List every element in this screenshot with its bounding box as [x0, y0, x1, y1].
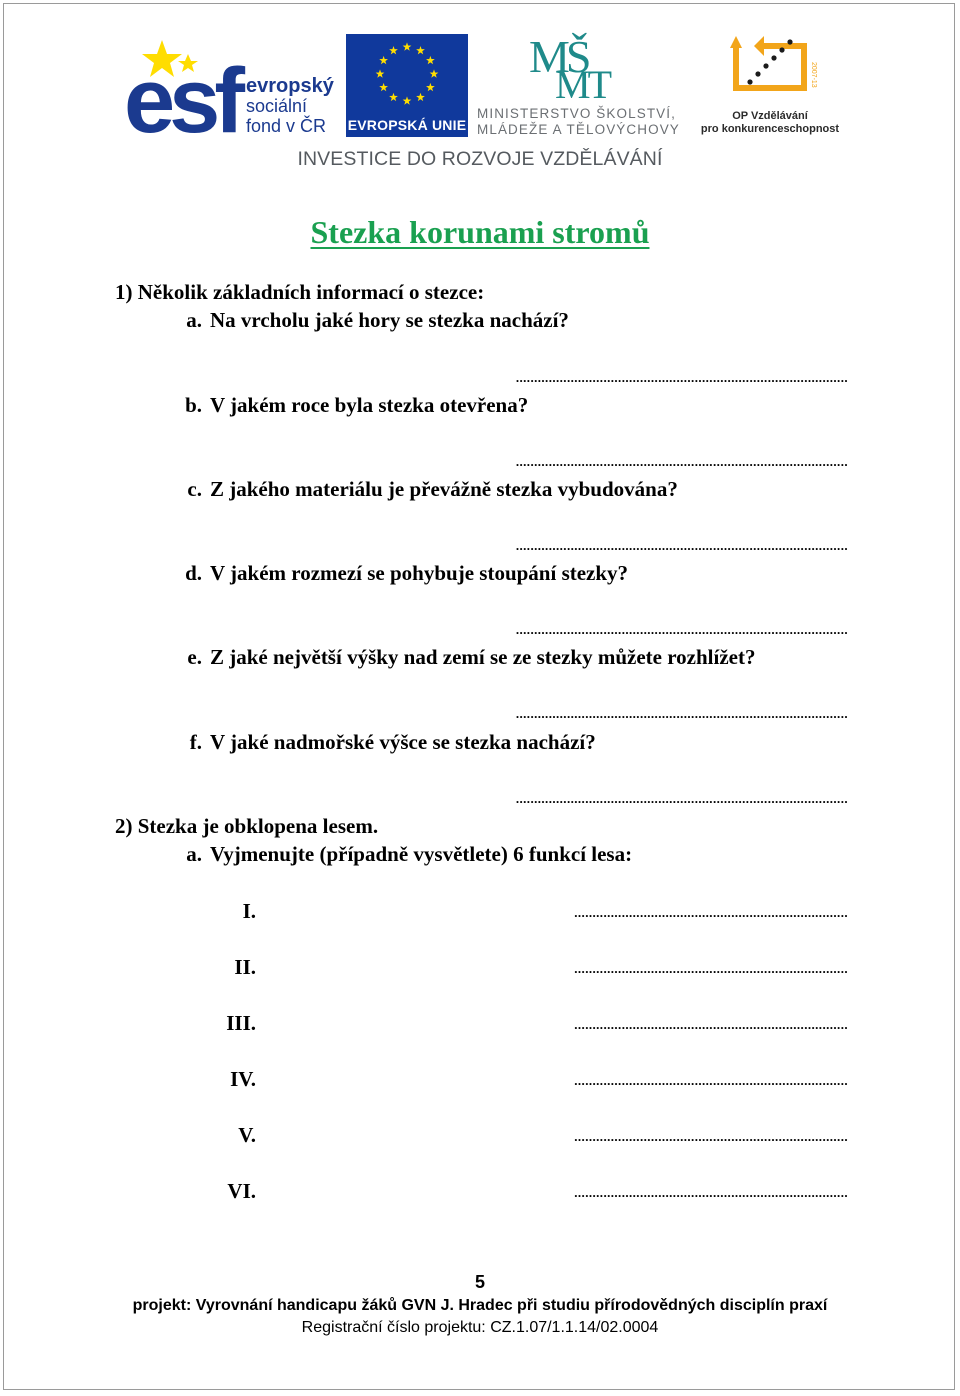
q1-b-answer-line: ...........................................................................................: [515, 455, 848, 469]
function-4-answer-line: ...........................................................................: [574, 1074, 848, 1088]
function-5-numeral: V.: [238, 1123, 256, 1147]
footer-registration: Registrační číslo projektu: CZ.1.07/1.1.14/02.0004: [301, 1319, 659, 1336]
page-number: 5: [474, 1272, 485, 1292]
function-5-answer-line: ...........................................................................: [574, 1130, 848, 1144]
logo-header: [0, 0, 960, 180]
eu-star: [416, 46, 425, 54]
esf-logo: [124, 34, 337, 137]
msmt-line1: MINISTERSTVO ŠKOLSTVÍ,: [477, 106, 676, 121]
msmt-monogram-bottom: MT: [555, 62, 609, 100]
q1-d-answer-line: ...........................................................................................: [515, 623, 848, 637]
worksheet-title: Stezka korunami stromů: [310, 214, 650, 250]
eu-star: [426, 56, 435, 64]
q1-a-letter: a.: [186, 308, 202, 332]
q1-c-text: Z jakého materiálu je převážně stezka vybudována?: [210, 477, 678, 501]
function-3-numeral: III.: [226, 1011, 256, 1035]
q1-b-letter: b.: [185, 393, 202, 417]
q1-d-letter: d.: [185, 561, 202, 585]
op-logo-mark: [700, 32, 840, 106]
op-line1: OP Vzdělávání: [732, 110, 808, 122]
op-logo: [700, 32, 840, 138]
eu-star: [389, 93, 398, 101]
eu-star: [403, 96, 412, 104]
esf-text-line1: evropský: [246, 75, 334, 97]
eu-logo: [346, 34, 468, 137]
msmt-monogram-mark: [477, 30, 691, 100]
msmt-monogram-top: MŠ: [529, 31, 588, 82]
q1-f-text: V jaké nadmořské výšce se stezka nachází?: [210, 730, 596, 754]
eu-flag-stars: [346, 34, 468, 114]
eu-star: [389, 46, 398, 54]
eu-star: [379, 56, 388, 64]
eu-star: [430, 69, 439, 77]
q1-b-text: V jakém roce byla stezka otevřena?: [210, 393, 529, 417]
eu-star: [416, 93, 425, 101]
q1-e-text: Z jaké největší výšky nad zemí se ze stezky můžete rozhlížet?: [210, 645, 756, 669]
eu-star: [426, 83, 435, 91]
msmt-logo: [477, 30, 691, 138]
q2-a-letter: a.: [186, 842, 202, 866]
esf-letters: esf: [124, 50, 239, 137]
q1-c-letter: c.: [187, 477, 202, 501]
slogan-investice: INVESTICE DO ROZVOJE VZDĚLÁVÁNÍ: [297, 148, 663, 170]
op-line2: pro konkurenceschopnost: [700, 123, 840, 135]
function-1-numeral: I.: [242, 899, 256, 923]
footer-project: projekt: Vyrovnání handicapu žáků GVN J. Hradec při studiu přírodovědných disciplín praxí: [132, 1297, 828, 1314]
q1-a-text: Na vrcholu jaké hory se stezka nachází?: [210, 308, 569, 332]
function-1-answer-line: ...........................................................................: [574, 906, 848, 920]
esf-logo-mark: [124, 34, 337, 137]
q1-d-text: V jakém rozmezí se pohybuje stoupání stezky?: [210, 561, 629, 585]
function-3-answer-line: ...........................................................................: [574, 1018, 848, 1032]
function-4-numeral: IV.: [230, 1067, 256, 1091]
q2-a-text: Vyjmenujte (případně vysvětlete) 6 funkcí lesa:: [210, 842, 633, 866]
eu-star: [376, 69, 385, 77]
eu-star: [403, 42, 412, 50]
function-2-numeral: II.: [234, 955, 256, 979]
esf-text-line2: sociální: [246, 96, 308, 116]
page-border: [3, 3, 955, 1390]
q1-e-letter: e.: [187, 645, 202, 669]
function-6-numeral: VI.: [227, 1179, 256, 1203]
q1-e-answer-line: ...........................................................................................: [515, 707, 848, 721]
function-6-answer-line: ...........................................................................: [574, 1186, 848, 1200]
q1-f-letter: f.: [189, 730, 202, 754]
function-2-answer-line: ...........................................................................: [574, 962, 848, 976]
question-1-heading: 1) Několik základních informací o stezce:: [115, 280, 485, 304]
question-2-heading: 2) Stezka je obklopena lesem.: [115, 814, 379, 838]
q1-a-answer-line: ...........................................................................................: [515, 371, 848, 385]
op-years: 2007-13: [810, 62, 817, 88]
q1-f-answer-line: ...........................................................................................: [515, 792, 848, 806]
esf-text-line3: fond v ČR: [246, 116, 327, 136]
q1-c-answer-line: ...........................................................................................: [515, 539, 848, 553]
msmt-line2: MLÁDEŽE A TĚLOVÝCHOVY: [477, 122, 680, 137]
eu-star: [379, 83, 388, 91]
eu-label: EVROPSKÁ UNIE: [347, 117, 467, 133]
